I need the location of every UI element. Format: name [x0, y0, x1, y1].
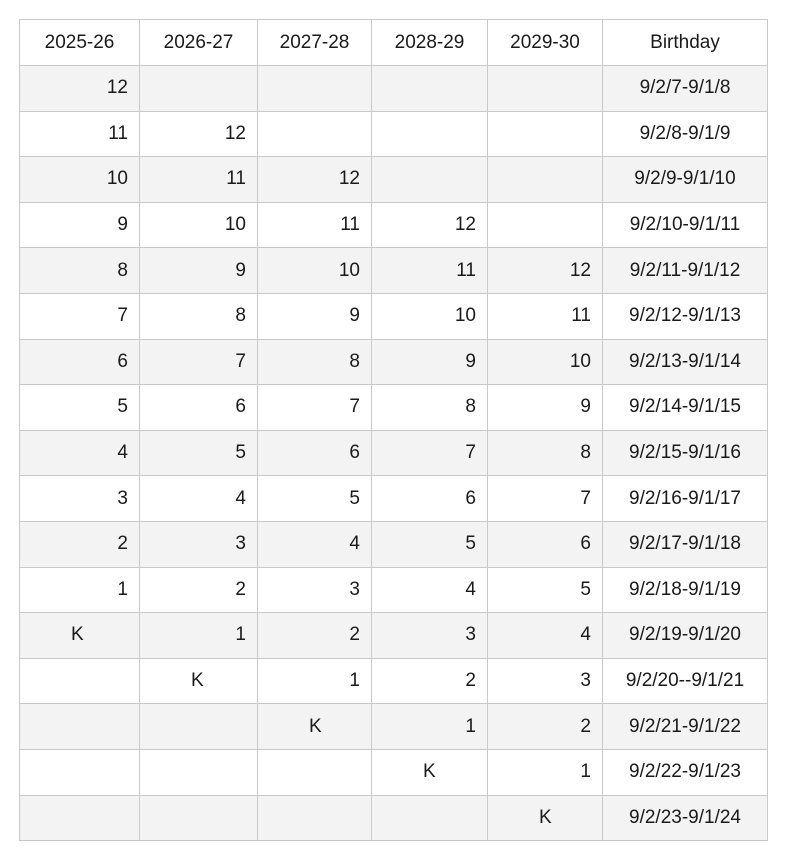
grade-cell: 1 — [372, 704, 488, 750]
birthday-range-cell: 9/2/17-9/1/18 — [603, 521, 768, 567]
grade-cell: 3 — [20, 476, 140, 522]
birthday-range-cell: 9/2/16-9/1/17 — [603, 476, 768, 522]
birthday-range-cell: 9/2/21-9/1/22 — [603, 704, 768, 750]
grade-cell — [20, 704, 140, 750]
grade-cell: 4 — [20, 430, 140, 476]
table-row — [20, 613, 768, 659]
grade-cell: 9 — [372, 339, 488, 385]
grade-cell — [372, 66, 488, 112]
grade-cell: 12 — [372, 202, 488, 248]
grade-cell: 9 — [20, 202, 140, 248]
grade-by-year-table — [19, 19, 768, 841]
birthday-range-cell: 9/2/9-9/1/10 — [603, 157, 768, 203]
grade-cell: 4 — [140, 476, 258, 522]
table-row — [20, 476, 768, 522]
grade-cell: 6 — [140, 385, 258, 431]
birthday-range-cell: 9/2/10-9/1/11 — [603, 202, 768, 248]
grade-cell — [20, 749, 140, 795]
grade-cell: 4 — [372, 567, 488, 613]
table-container — [19, 19, 768, 841]
birthday-range-cell: 9/2/7-9/1/8 — [603, 66, 768, 112]
grade-cell: K — [488, 795, 603, 841]
table-row — [20, 202, 768, 248]
table-row — [20, 157, 768, 203]
grade-cell: 8 — [140, 293, 258, 339]
birthday-range-cell: 9/2/23-9/1/24 — [603, 795, 768, 841]
table-row — [20, 567, 768, 613]
header-birthday: Birthday — [603, 20, 768, 66]
grade-cell: 6 — [372, 476, 488, 522]
grade-cell — [372, 111, 488, 157]
grade-cell: 10 — [20, 157, 140, 203]
grade-cell: 10 — [488, 339, 603, 385]
grade-cell: 7 — [140, 339, 258, 385]
grade-cell — [258, 66, 372, 112]
table-row — [20, 430, 768, 476]
grade-cell: 9 — [140, 248, 258, 294]
grade-cell: 11 — [488, 293, 603, 339]
grade-cell: 5 — [488, 567, 603, 613]
grade-cell: 2 — [372, 658, 488, 704]
grade-cell: 7 — [258, 385, 372, 431]
grade-cell — [20, 795, 140, 841]
grade-cell: 8 — [488, 430, 603, 476]
grade-cell: 4 — [488, 613, 603, 659]
grade-cell: 11 — [20, 111, 140, 157]
grade-cell: 5 — [258, 476, 372, 522]
grade-cell: 8 — [258, 339, 372, 385]
grade-cell — [488, 202, 603, 248]
header-2026-27: 2026-27 — [140, 20, 258, 66]
grade-cell: 11 — [140, 157, 258, 203]
grade-cell — [258, 111, 372, 157]
grade-cell: 7 — [372, 430, 488, 476]
grade-cell: 1 — [258, 658, 372, 704]
grade-cell: 10 — [372, 293, 488, 339]
table-row — [20, 293, 768, 339]
grade-cell: 9 — [258, 293, 372, 339]
grade-cell: 7 — [20, 293, 140, 339]
table-row — [20, 795, 768, 841]
grade-cell: K — [372, 749, 488, 795]
grade-cell: 10 — [258, 248, 372, 294]
grade-cell: 6 — [20, 339, 140, 385]
table-row — [20, 248, 768, 294]
grade-cell: 5 — [140, 430, 258, 476]
birthday-range-cell: 9/2/20--9/1/21 — [603, 658, 768, 704]
grade-cell: 2 — [488, 704, 603, 750]
grade-cell — [488, 111, 603, 157]
grade-cell: 6 — [258, 430, 372, 476]
grade-cell — [140, 704, 258, 750]
grade-cell — [488, 157, 603, 203]
table-row — [20, 704, 768, 750]
grade-cell: 12 — [140, 111, 258, 157]
grade-cell: 1 — [20, 567, 140, 613]
grade-cell: K — [258, 704, 372, 750]
birthday-range-cell: 9/2/19-9/1/20 — [603, 613, 768, 659]
grade-cell: 6 — [488, 521, 603, 567]
table-row — [20, 521, 768, 567]
table-header — [20, 20, 768, 66]
grade-cell: 11 — [258, 202, 372, 248]
grade-cell: K — [20, 613, 140, 659]
grade-cell: 2 — [20, 521, 140, 567]
grade-cell: 5 — [20, 385, 140, 431]
header-2027-28: 2027-28 — [258, 20, 372, 66]
grade-cell: K — [140, 658, 258, 704]
header-2029-30: 2029-30 — [488, 20, 603, 66]
grade-cell: 7 — [488, 476, 603, 522]
grade-cell: 5 — [372, 521, 488, 567]
grade-cell: 2 — [140, 567, 258, 613]
grade-cell: 2 — [258, 613, 372, 659]
grade-cell: 8 — [20, 248, 140, 294]
grade-cell — [258, 795, 372, 841]
birthday-range-cell: 9/2/22-9/1/23 — [603, 749, 768, 795]
table-row — [20, 66, 768, 112]
grade-cell: 4 — [258, 521, 372, 567]
grade-cell — [140, 795, 258, 841]
grade-cell: 1 — [488, 749, 603, 795]
grade-cell: 12 — [488, 248, 603, 294]
grade-cell — [140, 749, 258, 795]
grade-cell — [140, 66, 258, 112]
birthday-range-cell: 9/2/18-9/1/19 — [603, 567, 768, 613]
grade-cell: 8 — [372, 385, 488, 431]
table-row — [20, 111, 768, 157]
grade-cell — [372, 157, 488, 203]
birthday-range-cell: 9/2/15-9/1/16 — [603, 430, 768, 476]
grade-cell — [258, 749, 372, 795]
grade-cell: 12 — [20, 66, 140, 112]
grade-cell: 3 — [258, 567, 372, 613]
grade-cell — [488, 66, 603, 112]
grade-cell: 1 — [140, 613, 258, 659]
birthday-range-cell: 9/2/12-9/1/13 — [603, 293, 768, 339]
birthday-range-cell: 9/2/13-9/1/14 — [603, 339, 768, 385]
grade-cell: 3 — [488, 658, 603, 704]
grade-cell: 10 — [140, 202, 258, 248]
birthday-range-cell: 9/2/14-9/1/15 — [603, 385, 768, 431]
grade-cell: 9 — [488, 385, 603, 431]
table-body — [20, 66, 768, 841]
header-row — [20, 20, 768, 66]
grade-cell: 12 — [258, 157, 372, 203]
grade-cell — [20, 658, 140, 704]
birthday-range-cell: 9/2/8-9/1/9 — [603, 111, 768, 157]
table-row — [20, 339, 768, 385]
grade-cell: 3 — [372, 613, 488, 659]
table-row — [20, 658, 768, 704]
table-row — [20, 749, 768, 795]
header-2025-26: 2025-26 — [20, 20, 140, 66]
grade-cell — [372, 795, 488, 841]
table-row — [20, 385, 768, 431]
birthday-range-cell: 9/2/11-9/1/12 — [603, 248, 768, 294]
grade-cell: 3 — [140, 521, 258, 567]
header-2028-29: 2028-29 — [372, 20, 488, 66]
grade-cell: 11 — [372, 248, 488, 294]
